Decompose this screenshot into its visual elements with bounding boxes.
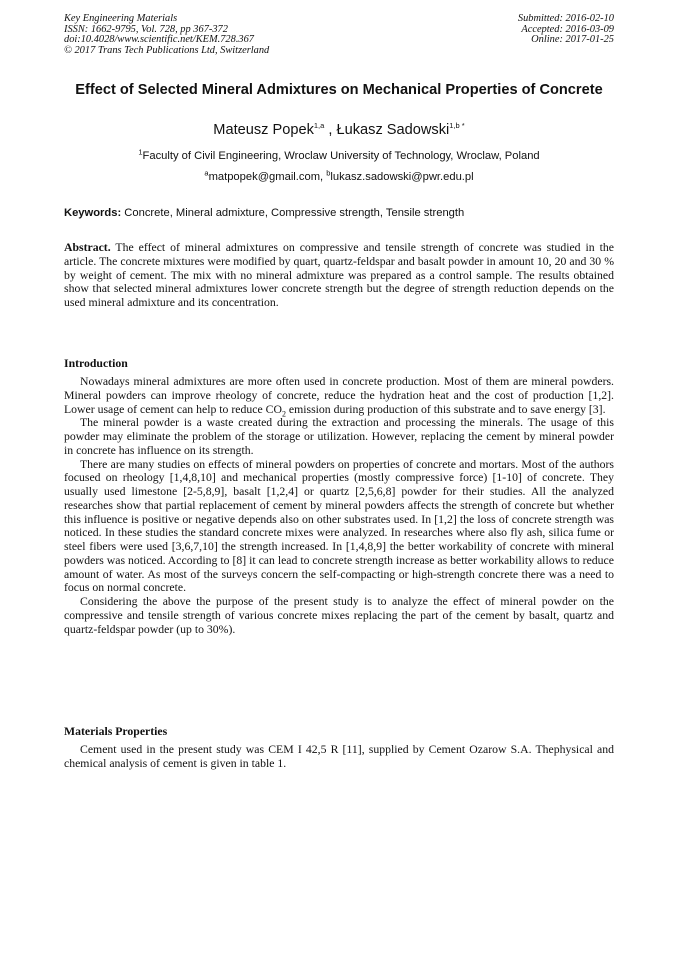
introduction-section [64,357,614,636]
doi-link[interactable]: doi:10.4028/www.scientific.net/KEM.728.367 [64,34,254,46]
keywords [64,206,616,220]
email-link[interactable]: matpopek@gmail.com [208,171,321,183]
section-heading: Materials Properties [64,725,168,738]
journal-issn: ISSN: 1662-9795, Vol. 728, pp 367-372 [64,23,228,35]
paper-title: Effect of Selected Mineral Admixtures on Mechanical Properties of Concrete [75,82,603,98]
author-name: Mateusz Popek [213,122,314,138]
email-link[interactable]: lukasz.sadowski@pwr.edu.pl [330,171,474,183]
keywords-text: Concrete, Mineral admixture, Compressive strength, Tensile strength [121,207,465,219]
email-superscript: b [326,168,331,178]
paragraph-text: emission during production of this substrate and to save energy [3]. [285,402,606,416]
materials-section [64,725,614,771]
submitted-date: Submitted: 2016-02-10 [517,13,614,24]
accepted-date: Accepted: 2016-03-09 [521,23,614,35]
author-line [64,121,614,139]
author-superscript: 1,a [313,121,325,131]
abstract [64,241,614,310]
affiliation [64,149,614,163]
email-superscript: a [204,168,209,178]
dates-header [518,14,614,46]
subscript: 2 [281,408,286,418]
author-name: Łukasz Sadowski [336,122,450,138]
keywords-label: Keywords: [64,207,122,219]
email-line [64,170,614,184]
author-separator: , [324,122,337,138]
paragraph [64,375,614,416]
copyright: © 2017 Trans Tech Publications Ltd, Switzerland [64,44,270,56]
paragraph: There are many studies on effects of mineral powders on properties of concrete and mortars. Most of the authors focused on rheology [1,4,8,10] and mechanical properties (mostly compressive force) [1-10] of concrete. They usually used limestone [2-5,8,9], basalt [1,2,4] or quartz [2,5,6,8] powder for their studies. All the analyzed researches show that partial replacement of cement by mineral powders affects the strength of concrete but whether this influence is positive or negative depends also on other substrates used. In [1,2] the loss of concrete strength was noticed. In these studies the standard concrete mixes were analyzed. In researches where also fly ash, silica fume or steel fibers were used [3,6,7,10] the strength increased. In [1,4,8,9] the better workability of concrete with mineral powders was noticed. According to [8] it can lead to concrete strength increase as better workability allows to reduce amount of water. As most of the surveys concern the self-compacting or high-strength concrete there was a need to focus on normal concrete. [64,457,614,595]
abstract-label: Abstract. [64,241,111,254]
author-superscript: 1,b * [449,121,465,131]
affiliation-superscript: 1 [138,147,143,157]
abstract-text: The effect of mineral admixtures on compressive and tensile strength of concrete was studied in the article. The concrete mixtures were modified by quart, quartz-feldspar and basalt powder in amount 10, 20 and 30 % by weight of cement. The mix with no mineral admixture was prepared as a control sample. The results obtained show that selected mineral admixtures lower concrete strength but the degree of strength reduction depends on the used mineral admixture and its concentration. [64,241,614,309]
email-separator: , [320,171,327,183]
section-heading: Introduction [64,357,128,370]
journal-name: Key Engineering Materials [64,13,178,24]
journal-header [64,14,269,56]
paragraph: Cement used in the present study was CEM I 42,5 R [11], supplied by Cement Ozarow S.A. Thephysical and chemical analysis of cement is given in table 1. [64,743,614,770]
affiliation-text: Faculty of Civil Engineering, Wroclaw University of Technology, Wroclaw, Poland [142,150,540,162]
paragraph: Considering the above the purpose of the present study is to analyze the effect of mineral powder on the compressive and tensile strength of various concrete mixes replacing the part of the cement by basalt, quartz and quartz-feldspar powder (up to 30%). [64,595,614,636]
paragraph: The mineral powder is a waste created during the extraction and processing the minerals. The usage of this powder may eliminate the problem of the storage or utilization. However, replacing the cement by mineral powder in concrete has influence on its strength. [64,416,614,457]
online-date: Online: 2017-01-25 [531,34,614,46]
paragraph-text: Nowadays mineral admixtures are more often used in concrete production. Most of them are mineral powders. Mineral powders can improve rheology of concrete, reduce the hydration heat and the cost of production [1,2]. Lower usage of cement can help to reduce CO [64,375,614,416]
